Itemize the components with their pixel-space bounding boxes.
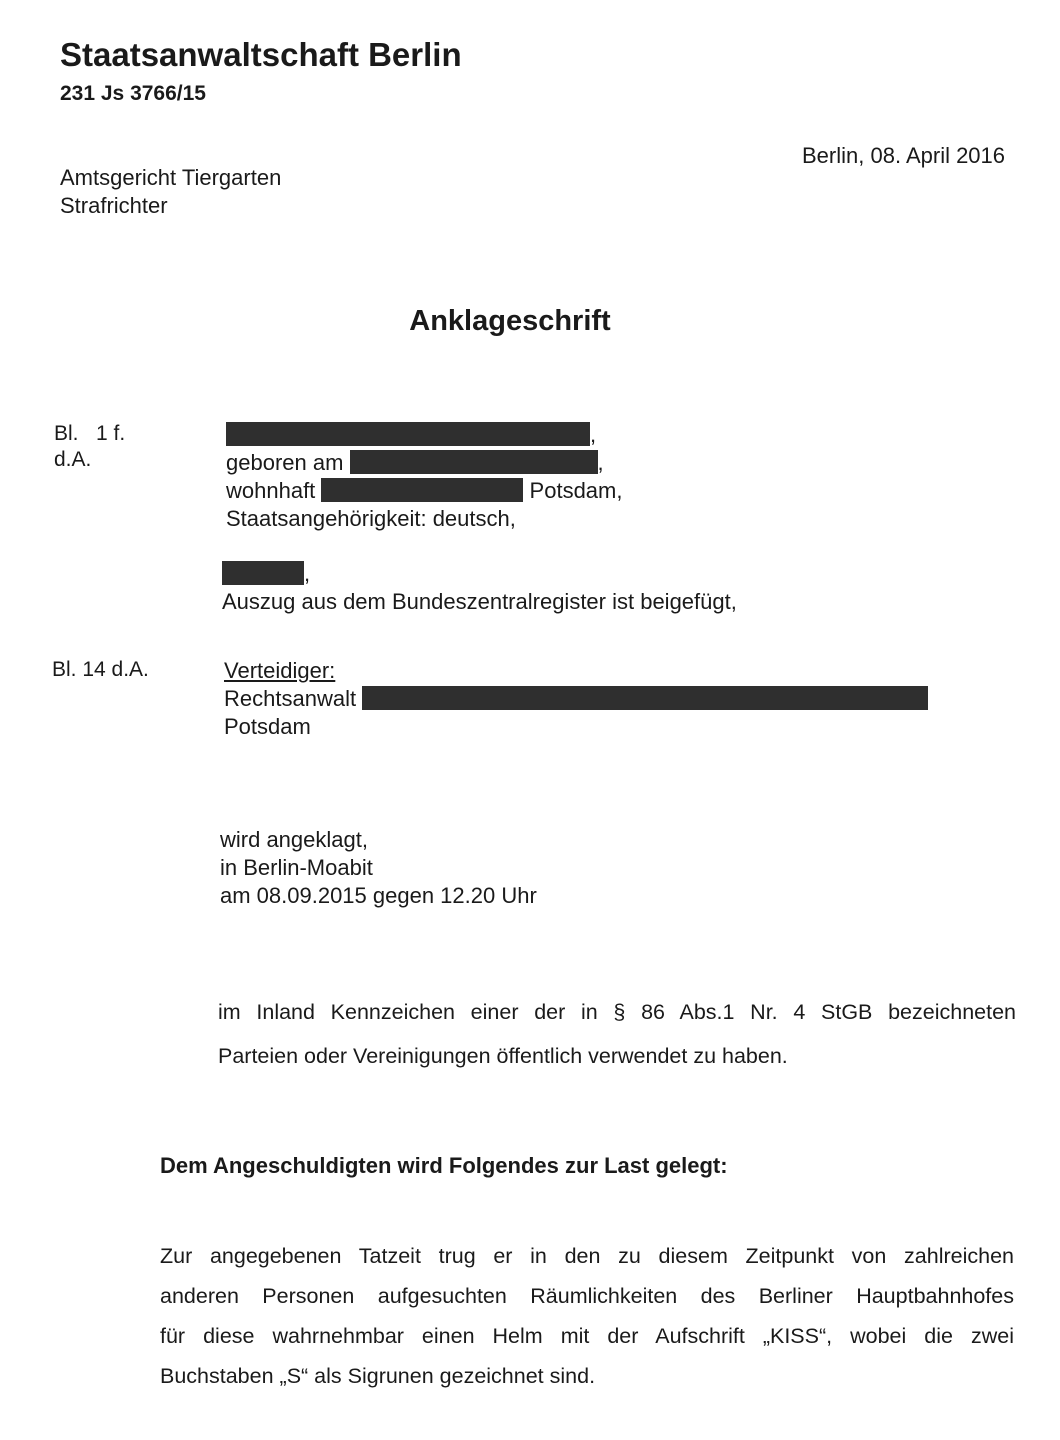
facts-line: anderen Personen aufgesuchten Räumlichkeiten des Berliner Hauptbahnhofes <box>160 1284 1014 1308</box>
file-reference-line: Bl. 1 f. <box>54 422 126 445</box>
defense-lawyer-line <box>224 685 928 713</box>
redaction-bar <box>350 450 598 474</box>
defendant-nationality-line: Staatsangehörigkeit: deutsch, <box>226 506 516 531</box>
facts-line: für diese wahrnehmbar einen Helm mit der Aufschrift „KISS“, wobei die zwei <box>160 1324 1014 1348</box>
defendant-status-line <box>222 560 737 588</box>
residence-city: Potsdam, <box>529 478 623 503</box>
defendant-block <box>226 421 622 533</box>
defense-label: Verteidiger: <box>224 658 336 683</box>
punctuation: , <box>590 422 597 447</box>
facts-paragraph <box>160 1236 1014 1396</box>
facts-line: Buchstaben „S“ als Sigrunen gezeichnet sind. <box>160 1364 596 1388</box>
redaction-bar <box>222 561 304 585</box>
document-date: Berlin, 08. April 2016 <box>802 143 1006 168</box>
charge-line: wird angeklagt, <box>220 827 368 852</box>
punctuation: , <box>597 450 604 475</box>
redaction-bar <box>362 686 928 710</box>
recipient-block <box>60 164 281 220</box>
defense-block <box>224 657 928 741</box>
document-title: Anklageschrift <box>409 305 611 337</box>
charge-time: am 08.09.2015 gegen 12.20 Uhr <box>220 883 537 908</box>
authority-heading: Staatsanwaltschaft Berlin <box>60 36 462 73</box>
offense-paragraph <box>218 990 1016 1078</box>
defendant-birth-line <box>226 449 622 477</box>
lawyer-label: Rechtsanwalt <box>224 686 357 711</box>
charge-block <box>220 826 537 910</box>
defendant-residence-line <box>226 477 622 505</box>
charge-location: in Berlin-Moabit <box>220 855 373 880</box>
recipient-department: Strafrichter <box>60 193 168 218</box>
defense-file-reference: Bl. 14 d.A. <box>52 658 149 681</box>
redaction-bar <box>226 422 590 446</box>
residence-label: wohnhaft <box>226 478 316 503</box>
defendant-file-reference <box>54 421 125 473</box>
offense-line: im Inland Kennzeichen einer der in § 86 Abs.1 Nr. 4 StGB bezeichneten <box>218 1000 1016 1024</box>
registry-note: Auszug aus dem Bundeszentralregister ist beigefügt, <box>222 589 737 614</box>
recipient-court: Amtsgericht Tiergarten <box>60 165 282 190</box>
case-number: 231 Js 3766/15 <box>60 82 206 105</box>
file-reference-line: d.A. <box>54 448 92 471</box>
facts-heading: Dem Angeschuldigten wird Folgendes zur Last gelegt: <box>160 1153 728 1178</box>
redaction-bar <box>321 478 523 502</box>
defense-city: Potsdam <box>224 714 311 739</box>
defendant-status-block <box>222 560 737 616</box>
facts-line: Zur angegebenen Tatzeit trug er in den zu diesem Zeitpunkt von zahlreichen <box>160 1244 1014 1268</box>
born-label: geboren am <box>226 450 344 475</box>
punctuation: , <box>304 561 311 586</box>
offense-line: Parteien oder Vereinigungen öffentlich verwendet zu haben. <box>218 1044 788 1068</box>
defendant-name-line <box>226 421 622 449</box>
